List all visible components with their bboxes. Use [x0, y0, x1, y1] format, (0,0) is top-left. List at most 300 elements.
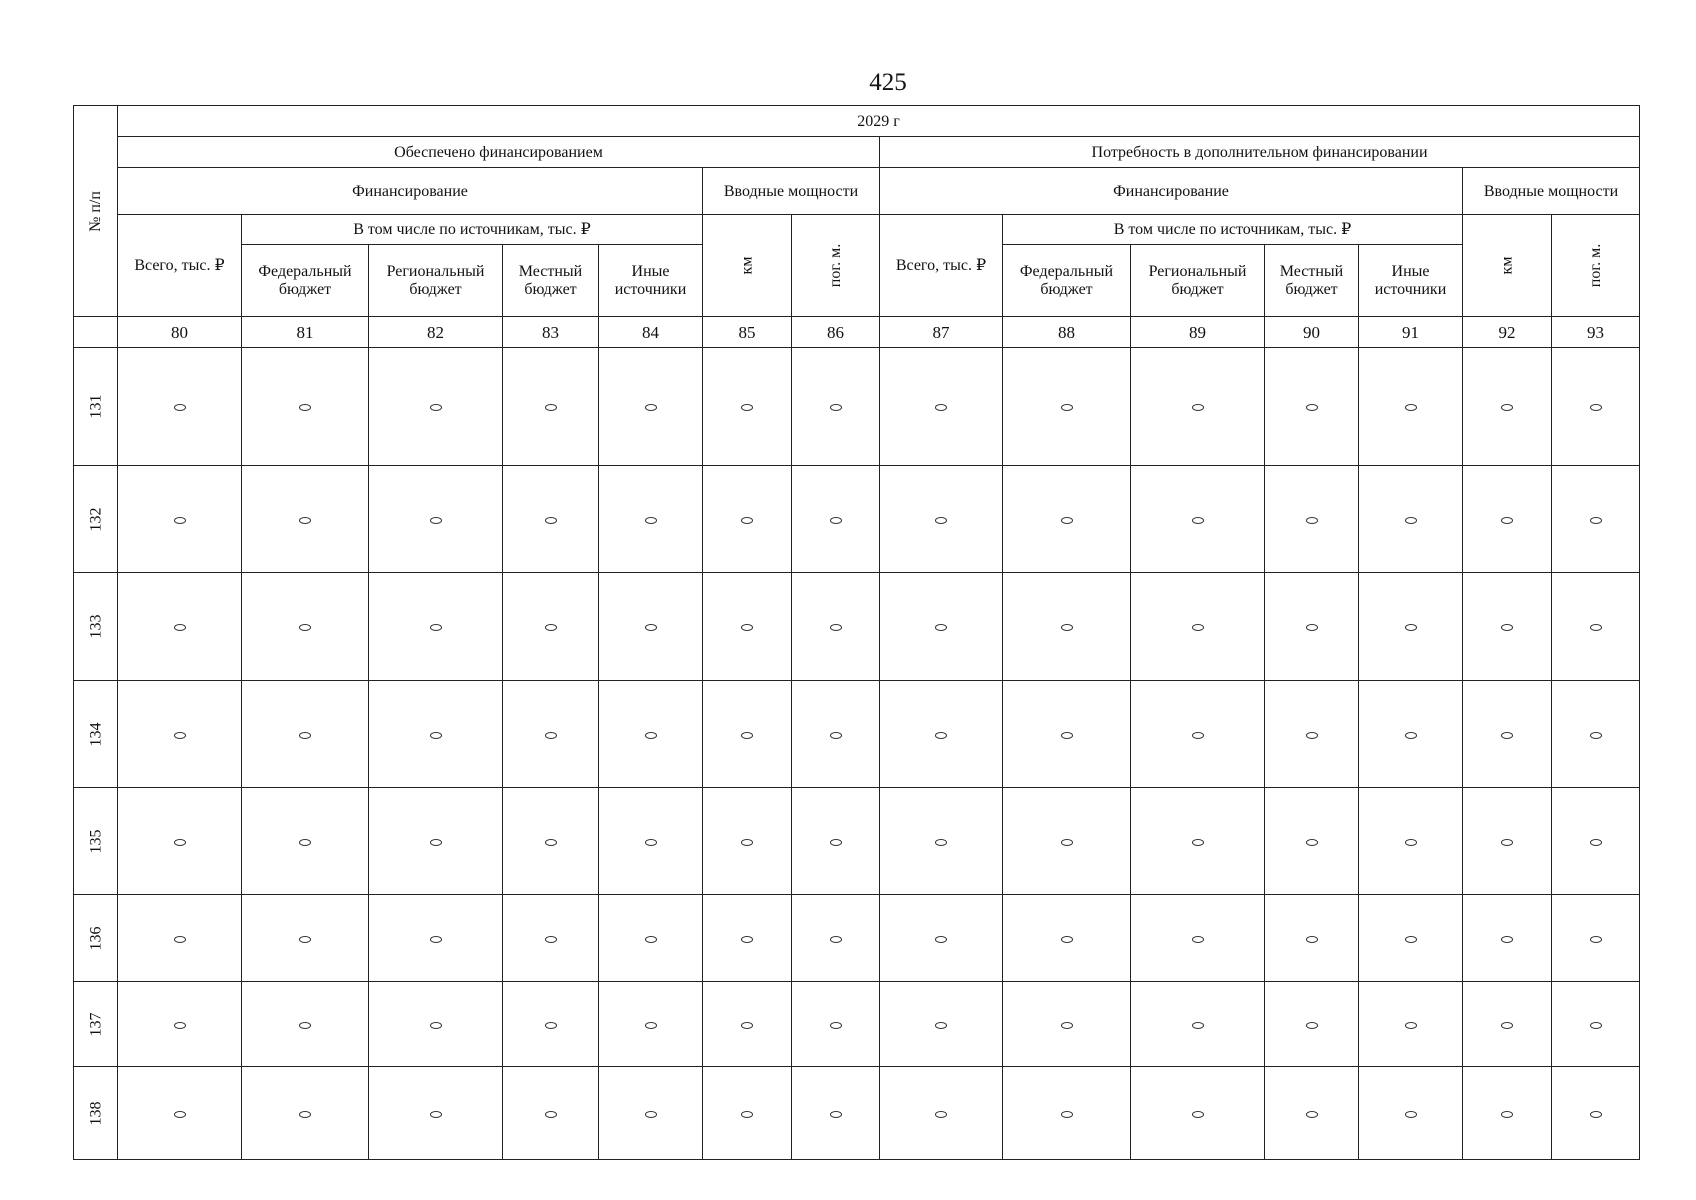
zero-value — [442, 398, 443, 399]
table-row — [74, 895, 1640, 982]
zero-oval-icon — [645, 624, 657, 631]
zero-oval-icon — [935, 1111, 947, 1118]
value-cell — [369, 348, 503, 466]
row-number-cell — [74, 573, 118, 681]
zero-oval-icon — [1590, 1022, 1602, 1029]
zero-oval-icon — [1501, 839, 1513, 846]
zero-oval-icon — [430, 732, 442, 739]
total-header-needed: Всего, тыс. ₽ — [880, 215, 1003, 317]
zero-value — [753, 1016, 754, 1017]
zero-oval-icon — [174, 1111, 186, 1118]
value-cell — [1552, 348, 1640, 466]
column-number: 84 — [599, 317, 703, 348]
zero-oval-icon — [1061, 1111, 1073, 1118]
zero-value — [1204, 511, 1205, 512]
zero-oval-icon — [830, 839, 842, 846]
zero-oval-icon — [545, 732, 557, 739]
value-cell — [503, 895, 599, 982]
zero-oval-icon — [935, 732, 947, 739]
zero-oval-icon — [299, 404, 311, 411]
group-needed-header: Потребность в дополнительном финансировании — [880, 137, 1640, 168]
value-cell — [369, 573, 503, 681]
zero-oval-icon — [1405, 936, 1417, 943]
zero-oval-icon — [299, 517, 311, 524]
zero-value — [947, 398, 948, 399]
other-header-secured: Иные источники — [599, 245, 703, 317]
zero-oval-icon — [1501, 517, 1513, 524]
zero-oval-icon — [1306, 517, 1318, 524]
zero-value — [1204, 398, 1205, 399]
zero-value — [753, 511, 754, 512]
row-number-cell — [74, 348, 118, 466]
zero-value — [1073, 1016, 1074, 1017]
row-number-cell — [74, 788, 118, 895]
zero-value — [1602, 726, 1603, 727]
row-number: 138 — [87, 1101, 104, 1125]
value-cell — [880, 573, 1003, 681]
zero-value — [311, 618, 312, 619]
value-cell — [242, 573, 369, 681]
zero-value — [1513, 930, 1514, 931]
row-number: 136 — [87, 926, 104, 950]
zero-value — [1602, 1105, 1603, 1106]
running-m-header-secured-label: пог. м. — [826, 243, 844, 288]
value-cell — [1359, 466, 1463, 573]
value-cell — [242, 895, 369, 982]
zero-value — [753, 833, 754, 834]
value-cell — [1003, 982, 1131, 1067]
value-cell — [369, 1067, 503, 1160]
zero-oval-icon — [299, 624, 311, 631]
zero-oval-icon — [545, 1111, 557, 1118]
zero-oval-icon — [1405, 624, 1417, 631]
zero-value — [842, 1016, 843, 1017]
column-number: 92 — [1463, 317, 1552, 348]
column-number: 85 — [703, 317, 792, 348]
zero-value — [842, 618, 843, 619]
value-cell — [369, 681, 503, 788]
zero-value — [1318, 618, 1319, 619]
zero-oval-icon — [935, 517, 947, 524]
zero-oval-icon — [174, 1022, 186, 1029]
value-cell — [1131, 788, 1265, 895]
value-cell — [369, 788, 503, 895]
row-number: 137 — [87, 1012, 104, 1036]
zero-value — [186, 930, 187, 931]
zero-oval-icon — [1306, 732, 1318, 739]
zero-oval-icon — [430, 624, 442, 631]
zero-oval-icon — [1306, 1022, 1318, 1029]
zero-value — [657, 1016, 658, 1017]
zero-value — [1204, 930, 1205, 931]
zero-value — [1513, 833, 1514, 834]
zero-value — [1513, 1016, 1514, 1017]
zero-oval-icon — [1061, 839, 1073, 846]
zero-value — [1318, 833, 1319, 834]
zero-oval-icon — [935, 936, 947, 943]
table-row — [74, 348, 1640, 466]
value-cell — [792, 1067, 880, 1160]
zero-oval-icon — [1061, 936, 1073, 943]
page-number: 425 — [869, 69, 907, 96]
zero-oval-icon — [830, 624, 842, 631]
zero-oval-icon — [830, 517, 842, 524]
zero-oval-icon — [1501, 936, 1513, 943]
zero-value — [1318, 726, 1319, 727]
value-cell — [703, 573, 792, 681]
row-number: 133 — [87, 614, 104, 639]
zero-value — [311, 930, 312, 931]
zero-value — [557, 511, 558, 512]
value-cell — [118, 681, 242, 788]
value-cell — [1003, 573, 1131, 681]
zero-oval-icon — [299, 1111, 311, 1118]
zero-oval-icon — [299, 839, 311, 846]
value-cell — [1131, 1067, 1265, 1160]
zero-value — [557, 618, 558, 619]
zero-value — [1417, 1105, 1418, 1106]
zero-value — [442, 833, 443, 834]
zero-value — [947, 618, 948, 619]
zero-oval-icon — [645, 1022, 657, 1029]
value-cell — [703, 895, 792, 982]
value-cell — [1131, 348, 1265, 466]
zero-value — [1073, 930, 1074, 931]
value-cell — [503, 466, 599, 573]
value-cell — [369, 466, 503, 573]
zero-oval-icon — [174, 517, 186, 524]
value-cell — [1131, 681, 1265, 788]
zero-oval-icon — [1590, 404, 1602, 411]
column-number: 83 — [503, 317, 599, 348]
zero-value — [842, 511, 843, 512]
value-cell — [792, 466, 880, 573]
value-cell — [1265, 788, 1359, 895]
value-cell — [599, 1067, 703, 1160]
zero-value — [657, 511, 658, 512]
value-cell — [880, 348, 1003, 466]
value-cell — [503, 982, 599, 1067]
zero-value — [557, 726, 558, 727]
value-cell — [1552, 788, 1640, 895]
zero-oval-icon — [645, 936, 657, 943]
row-number-cell — [74, 982, 118, 1067]
financing-table — [73, 105, 1640, 1160]
zero-oval-icon — [545, 1022, 557, 1029]
value-cell — [599, 348, 703, 466]
zero-value — [557, 833, 558, 834]
value-cell — [503, 573, 599, 681]
zero-oval-icon — [935, 624, 947, 631]
zero-value — [657, 726, 658, 727]
zero-value — [1602, 930, 1603, 931]
table-row — [74, 1067, 1640, 1160]
zero-value — [1602, 618, 1603, 619]
zero-oval-icon — [545, 936, 557, 943]
zero-value — [1417, 618, 1418, 619]
zero-value — [1602, 511, 1603, 512]
value-cell — [1359, 348, 1463, 466]
value-cell — [599, 466, 703, 573]
zero-oval-icon — [830, 1022, 842, 1029]
value-cell — [118, 982, 242, 1067]
zero-value — [947, 930, 948, 931]
value-cell — [1359, 681, 1463, 788]
federal-header-secured: Федеральный бюджет — [242, 245, 369, 317]
value-cell — [1265, 982, 1359, 1067]
zero-oval-icon — [1405, 517, 1417, 524]
zero-value — [186, 726, 187, 727]
value-cell — [792, 895, 880, 982]
column-number: 91 — [1359, 317, 1463, 348]
value-cell — [503, 681, 599, 788]
zero-value — [657, 833, 658, 834]
value-cell — [1552, 466, 1640, 573]
zero-value — [1318, 930, 1319, 931]
zero-value — [1513, 398, 1514, 399]
zero-oval-icon — [430, 1111, 442, 1118]
zero-value — [947, 511, 948, 512]
zero-oval-icon — [1590, 1111, 1602, 1118]
value-cell — [1552, 982, 1640, 1067]
zero-value — [657, 618, 658, 619]
zero-oval-icon — [1192, 517, 1204, 524]
zero-value — [947, 833, 948, 834]
zero-value — [947, 726, 948, 727]
zero-oval-icon — [1061, 624, 1073, 631]
value-cell — [242, 348, 369, 466]
sources-header-secured: В том числе по источникам, тыс. ₽ — [242, 215, 703, 245]
zero-oval-icon — [741, 936, 753, 943]
zero-value — [1204, 1016, 1205, 1017]
year-header: 2029 г — [118, 106, 1640, 137]
column-number: 93 — [1552, 317, 1640, 348]
row-number-cell — [74, 1067, 118, 1160]
zero-oval-icon — [1306, 839, 1318, 846]
zero-oval-icon — [741, 839, 753, 846]
zero-oval-icon — [1192, 1022, 1204, 1029]
value-cell — [599, 895, 703, 982]
zero-oval-icon — [1405, 1022, 1417, 1029]
zero-value — [186, 833, 187, 834]
zero-value — [1204, 726, 1205, 727]
zero-oval-icon — [1590, 517, 1602, 524]
value-cell — [1463, 895, 1552, 982]
sources-header-needed: В том числе по источникам, тыс. ₽ — [1003, 215, 1463, 245]
running-m-header-needed — [1552, 215, 1640, 317]
zero-oval-icon — [1061, 1022, 1073, 1029]
zero-value — [311, 1105, 312, 1106]
zero-value — [657, 930, 658, 931]
zero-oval-icon — [1501, 1111, 1513, 1118]
zero-oval-icon — [1192, 404, 1204, 411]
value-cell — [880, 1067, 1003, 1160]
zero-oval-icon — [430, 517, 442, 524]
zero-value — [753, 1105, 754, 1106]
value-cell — [369, 895, 503, 982]
zero-oval-icon — [1061, 517, 1073, 524]
value-cell — [792, 681, 880, 788]
zero-oval-icon — [1590, 936, 1602, 943]
zero-value — [311, 398, 312, 399]
zero-value — [842, 1105, 843, 1106]
value-cell — [880, 895, 1003, 982]
table-row — [74, 573, 1640, 681]
zero-value — [1602, 398, 1603, 399]
value-cell — [1463, 681, 1552, 788]
zero-value — [442, 618, 443, 619]
zero-value — [1513, 618, 1514, 619]
value-cell — [1552, 895, 1640, 982]
zero-value — [442, 511, 443, 512]
zero-value — [1513, 511, 1514, 512]
zero-oval-icon — [830, 1111, 842, 1118]
running-m-header-secured — [792, 215, 880, 317]
row-number-cell — [74, 466, 118, 573]
zero-oval-icon — [1306, 1111, 1318, 1118]
value-cell — [1463, 466, 1552, 573]
value-cell — [503, 1067, 599, 1160]
value-cell — [1359, 895, 1463, 982]
zero-oval-icon — [1405, 404, 1417, 411]
zero-oval-icon — [830, 936, 842, 943]
zero-oval-icon — [1405, 839, 1417, 846]
column-number: 88 — [1003, 317, 1131, 348]
km-header-needed-label: км — [1498, 256, 1516, 275]
column-number: 81 — [242, 317, 369, 348]
zero-oval-icon — [1306, 936, 1318, 943]
value-cell — [242, 466, 369, 573]
zero-oval-icon — [174, 839, 186, 846]
value-cell — [1131, 895, 1265, 982]
zero-oval-icon — [1192, 839, 1204, 846]
other-header-needed: Иные источники — [1359, 245, 1463, 317]
zero-oval-icon — [1306, 624, 1318, 631]
zero-oval-icon — [935, 1022, 947, 1029]
value-cell — [1265, 681, 1359, 788]
value-cell — [599, 681, 703, 788]
table-row — [74, 982, 1640, 1067]
zero-oval-icon — [1061, 732, 1073, 739]
zero-value — [1602, 833, 1603, 834]
column-number: 80 — [118, 317, 242, 348]
value-cell — [792, 788, 880, 895]
zero-value — [1318, 511, 1319, 512]
total-header-secured: Всего, тыс. ₽ — [118, 215, 242, 317]
zero-value — [442, 1105, 443, 1106]
value-cell — [1552, 681, 1640, 788]
value-cell — [1359, 573, 1463, 681]
value-cell — [1131, 466, 1265, 573]
zero-value — [1318, 398, 1319, 399]
row-number: 132 — [87, 507, 104, 531]
zero-value — [1513, 1105, 1514, 1106]
zero-value — [186, 398, 187, 399]
local-header-needed: Местный бюджет — [1265, 245, 1359, 317]
column-number: 82 — [369, 317, 503, 348]
zero-oval-icon — [741, 1022, 753, 1029]
zero-oval-icon — [741, 624, 753, 631]
group-secured-header: Обеспечено финансированием — [118, 137, 880, 168]
value-cell — [880, 788, 1003, 895]
zero-value — [1318, 1105, 1319, 1106]
zero-value — [1073, 1105, 1074, 1106]
table-row — [74, 788, 1640, 895]
value-cell — [599, 573, 703, 681]
zero-oval-icon — [1306, 404, 1318, 411]
federal-header-needed: Федеральный бюджет — [1003, 245, 1131, 317]
zero-value — [1417, 833, 1418, 834]
value-cell — [599, 982, 703, 1067]
zero-value — [1073, 833, 1074, 834]
zero-value — [311, 833, 312, 834]
zero-oval-icon — [545, 624, 557, 631]
value-cell — [1265, 1067, 1359, 1160]
value-cell — [242, 1067, 369, 1160]
zero-oval-icon — [1501, 1022, 1513, 1029]
zero-value — [1204, 618, 1205, 619]
value-cell — [118, 348, 242, 466]
zero-value — [442, 1016, 443, 1017]
zero-oval-icon — [1501, 624, 1513, 631]
zero-oval-icon — [545, 404, 557, 411]
zero-oval-icon — [430, 936, 442, 943]
zero-oval-icon — [299, 1022, 311, 1029]
value-cell — [1003, 895, 1131, 982]
zero-oval-icon — [174, 936, 186, 943]
column-number: 90 — [1265, 317, 1359, 348]
zero-oval-icon — [174, 732, 186, 739]
value-cell — [1003, 681, 1131, 788]
value-cell — [703, 348, 792, 466]
value-cell — [703, 982, 792, 1067]
zero-value — [1417, 726, 1418, 727]
row-number-cell — [74, 895, 118, 982]
zero-value — [947, 1105, 948, 1106]
column-number-blank — [74, 317, 118, 348]
value-cell — [703, 681, 792, 788]
capacity-header-needed: Вводные мощности — [1463, 168, 1640, 215]
zero-value — [657, 398, 658, 399]
column-number: 86 — [792, 317, 880, 348]
zero-value — [311, 1016, 312, 1017]
value-cell — [792, 573, 880, 681]
zero-oval-icon — [1590, 624, 1602, 631]
zero-oval-icon — [741, 732, 753, 739]
value-cell — [118, 1067, 242, 1160]
zero-oval-icon — [430, 1022, 442, 1029]
value-cell — [1463, 1067, 1552, 1160]
value-cell — [1463, 348, 1552, 466]
km-header-secured — [703, 215, 792, 317]
row-number: 134 — [87, 722, 104, 746]
value-cell — [118, 788, 242, 895]
zero-value — [1417, 398, 1418, 399]
zero-oval-icon — [645, 839, 657, 846]
value-cell — [1003, 788, 1131, 895]
column-number: 87 — [880, 317, 1003, 348]
value-cell — [1265, 348, 1359, 466]
km-header-secured-label: км — [738, 256, 756, 275]
zero-value — [842, 398, 843, 399]
zero-value — [842, 726, 843, 727]
value-cell — [242, 681, 369, 788]
value-cell — [1003, 466, 1131, 573]
value-cell — [1463, 788, 1552, 895]
value-cell — [1359, 1067, 1463, 1160]
value-cell — [703, 788, 792, 895]
zero-value — [1073, 726, 1074, 727]
